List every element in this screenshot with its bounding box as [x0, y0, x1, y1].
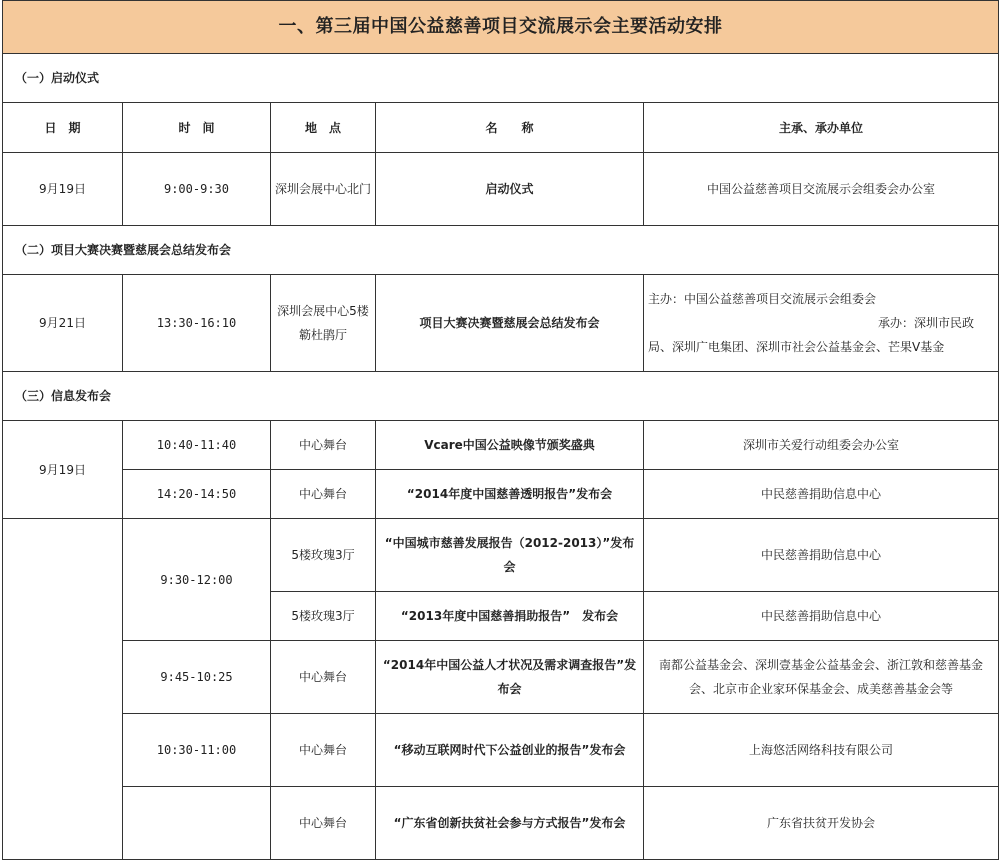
org-cell: 中民慈善捐助信息中心 [644, 470, 999, 519]
event-name-cell: “中国城市慈善发展报告（2012-2013）”发布会 [376, 519, 644, 592]
section-heading-row [3, 54, 999, 103]
table-row [3, 714, 999, 787]
org-organizer: 承办：深圳市民政局、深圳广电集团、深圳市社会公益基金会、芒果V基金 [648, 316, 975, 354]
date-cell-empty [3, 519, 123, 860]
place-cell: 深圳会展中心5楼簕杜鹃厅 [271, 275, 376, 372]
org-cell: 广东省扶贫开发协会 [644, 787, 999, 860]
table-row [3, 421, 999, 470]
date-cell: 9月21日 [3, 275, 123, 372]
col-header-date: 日 期 [3, 103, 123, 153]
place-cell: 5楼玫瑰3厅 [271, 519, 376, 592]
date-cell: 9月19日 [3, 421, 123, 519]
section-heading-press: （三）信息发布会 [3, 372, 999, 421]
place-cell: 5楼玫瑰3厅 [271, 592, 376, 641]
event-name-cell: Vcare中国公益映像节颁奖盛典 [376, 421, 644, 470]
time-cell: 10:30-11:00 [123, 714, 271, 787]
time-cell: 9:00-9:30 [123, 153, 271, 226]
event-name-cell: “2014年度中国慈善透明报告”发布会 [376, 470, 644, 519]
table-row [3, 641, 999, 714]
event-name-cell: 启动仪式 [376, 153, 644, 226]
table-row [3, 153, 999, 226]
title-row [3, 1, 999, 54]
col-header-name: 名 称 [376, 103, 644, 153]
table-row [3, 787, 999, 860]
place-cell: 中心舞台 [271, 787, 376, 860]
time-cell: 9:45-10:25 [123, 641, 271, 714]
time-cell: 14:20-14:50 [123, 470, 271, 519]
place-cell: 中心舞台 [271, 470, 376, 519]
org-cell: 中国公益慈善项目交流展示会组委会办公室 [644, 153, 999, 226]
event-name-cell: “2013年度中国慈善捐助报告” 发布会 [376, 592, 644, 641]
event-name-cell: “2014年中国公益人才状况及需求调查报告”发布会 [376, 641, 644, 714]
section-heading-row [3, 226, 999, 275]
time-cell [123, 787, 271, 860]
place-cell: 中心舞台 [271, 641, 376, 714]
col-header-time: 时 间 [123, 103, 271, 153]
table-header-row [3, 103, 999, 153]
org-cell [644, 275, 999, 372]
col-header-place: 地 点 [271, 103, 376, 153]
org-cell: 深圳市关爱行动组委会办公室 [644, 421, 999, 470]
date-cell: 9月19日 [3, 153, 123, 226]
event-name-cell: “广东省创新扶贫社会参与方式报告”发布会 [376, 787, 644, 860]
org-cell: 中民慈善捐助信息中心 [644, 519, 999, 592]
org-host: 主办：中国公益慈善项目交流展示会组委会 [648, 292, 877, 306]
time-cell: 10:40-11:40 [123, 421, 271, 470]
section-heading-row [3, 372, 999, 421]
place-cell: 深圳会展中心北门 [271, 153, 376, 226]
org-cell: 上海悠活网络科技有限公司 [644, 714, 999, 787]
col-header-org: 主承、承办单位 [644, 103, 999, 153]
page-title: 一、第三届中国公益慈善项目交流展示会主要活动安排 [3, 1, 999, 54]
table-row [3, 519, 999, 592]
table-row [3, 470, 999, 519]
section-heading-finals: （二）项目大赛决赛暨慈展会总结发布会 [3, 226, 999, 275]
org-cell: 南都公益基金会、深圳壹基金公益基金会、浙江敦和慈善基金会、北京市企业家环保基金会、成美慈善基金会等 [644, 641, 999, 714]
place-cell: 中心舞台 [271, 421, 376, 470]
event-name-cell: 项目大赛决赛暨慈展会总结发布会 [376, 275, 644, 372]
activity-schedule-table [2, 0, 999, 860]
org-cell: 中民慈善捐助信息中心 [644, 592, 999, 641]
place-cell: 中心舞台 [271, 714, 376, 787]
section-heading-launch: （一）启动仪式 [3, 54, 999, 103]
time-cell: 9:30-12:00 [123, 519, 271, 641]
table-row [3, 275, 999, 372]
time-cell: 13:30-16:10 [123, 275, 271, 372]
event-name-cell: “移动互联网时代下公益创业的报告”发布会 [376, 714, 644, 787]
